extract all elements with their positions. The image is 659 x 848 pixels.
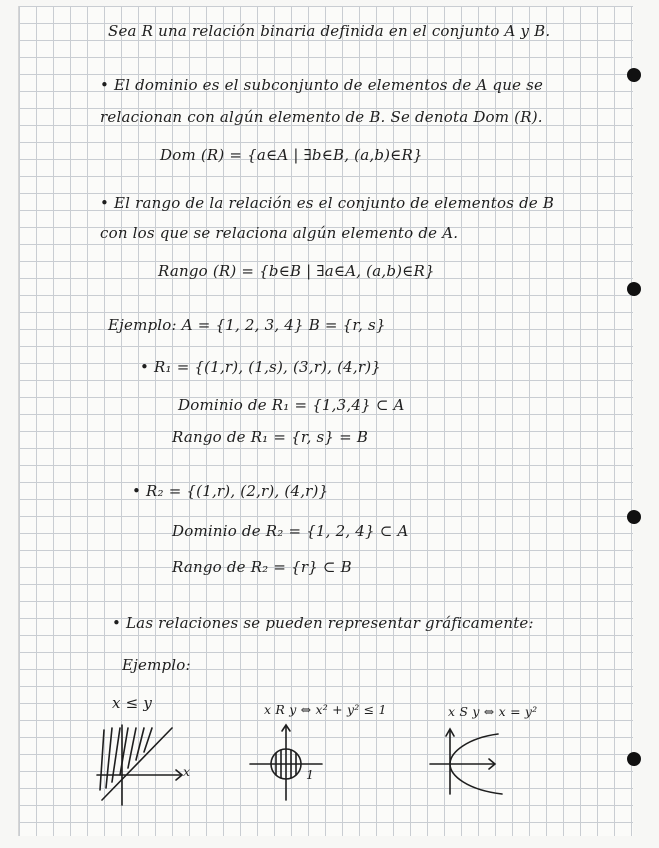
line-range-r2: Rango de R₂ = {r} ⊂ B xyxy=(172,558,352,576)
graph2-label: x R y ⇔ x² + y² ≤ 1 xyxy=(264,702,387,717)
line-range-definition-cont: con los que se relaciona algún elemento de A. xyxy=(100,224,459,242)
line-relation-r2: • R₂ = {(1,r), (2,r), (4,r)} xyxy=(132,482,329,500)
line-example-sets: Ejemplo: A = {1, 2, 3, 4} B = {r, s} xyxy=(108,316,386,334)
graph3-label: x S y ⇔ x = y² xyxy=(448,704,538,719)
binder-hole-icon xyxy=(627,510,641,524)
graph-parabola xyxy=(428,724,518,804)
line-domain-r2: Dominio de R₂ = {1, 2, 4} ⊂ A xyxy=(172,522,409,540)
line-graphical-representation: • Las relaciones se pueden representar gráficamente: xyxy=(112,614,534,632)
line-definition-intro: Sea R una relación binaria definida en el conjunto A y B. xyxy=(108,22,551,40)
line-relation-r1: • R₁ = {(1,r), (1,s), (3,r), (4,r)} xyxy=(140,358,381,376)
graph1-axis-label: x xyxy=(183,764,191,779)
line-domain-formula: Dom (R) = {a∈A | ∃b∈B, (a,b)∈R} xyxy=(160,146,423,164)
binder-hole-icon xyxy=(627,282,641,296)
line-range-r1: Rango de R₁ = {r, s} = B xyxy=(172,428,369,446)
line-domain-r1: Dominio de R₁ = {1,3,4} ⊂ A xyxy=(178,396,405,414)
line-range-definition: • El rango de la relación es el conjunto de elementos de B xyxy=(100,194,555,212)
graph2-point-label: 1 xyxy=(306,767,315,782)
line-domain-definition: • El dominio es el subconjunto de elementos de A que se xyxy=(100,76,544,94)
line-example-graphs: Ejemplo: xyxy=(122,656,191,674)
graph1-label: x ≤ y xyxy=(112,694,153,712)
line-range-formula: Rango (R) = {b∈B | ∃a∈A, (a,b)∈R} xyxy=(158,262,435,280)
line-domain-definition-cont: relacionan con algún elemento de B. Se denota Dom (R). xyxy=(100,108,543,126)
binder-hole-icon xyxy=(627,752,641,766)
graph-unit-disk xyxy=(248,722,328,802)
binder-hole-icon xyxy=(627,68,641,82)
